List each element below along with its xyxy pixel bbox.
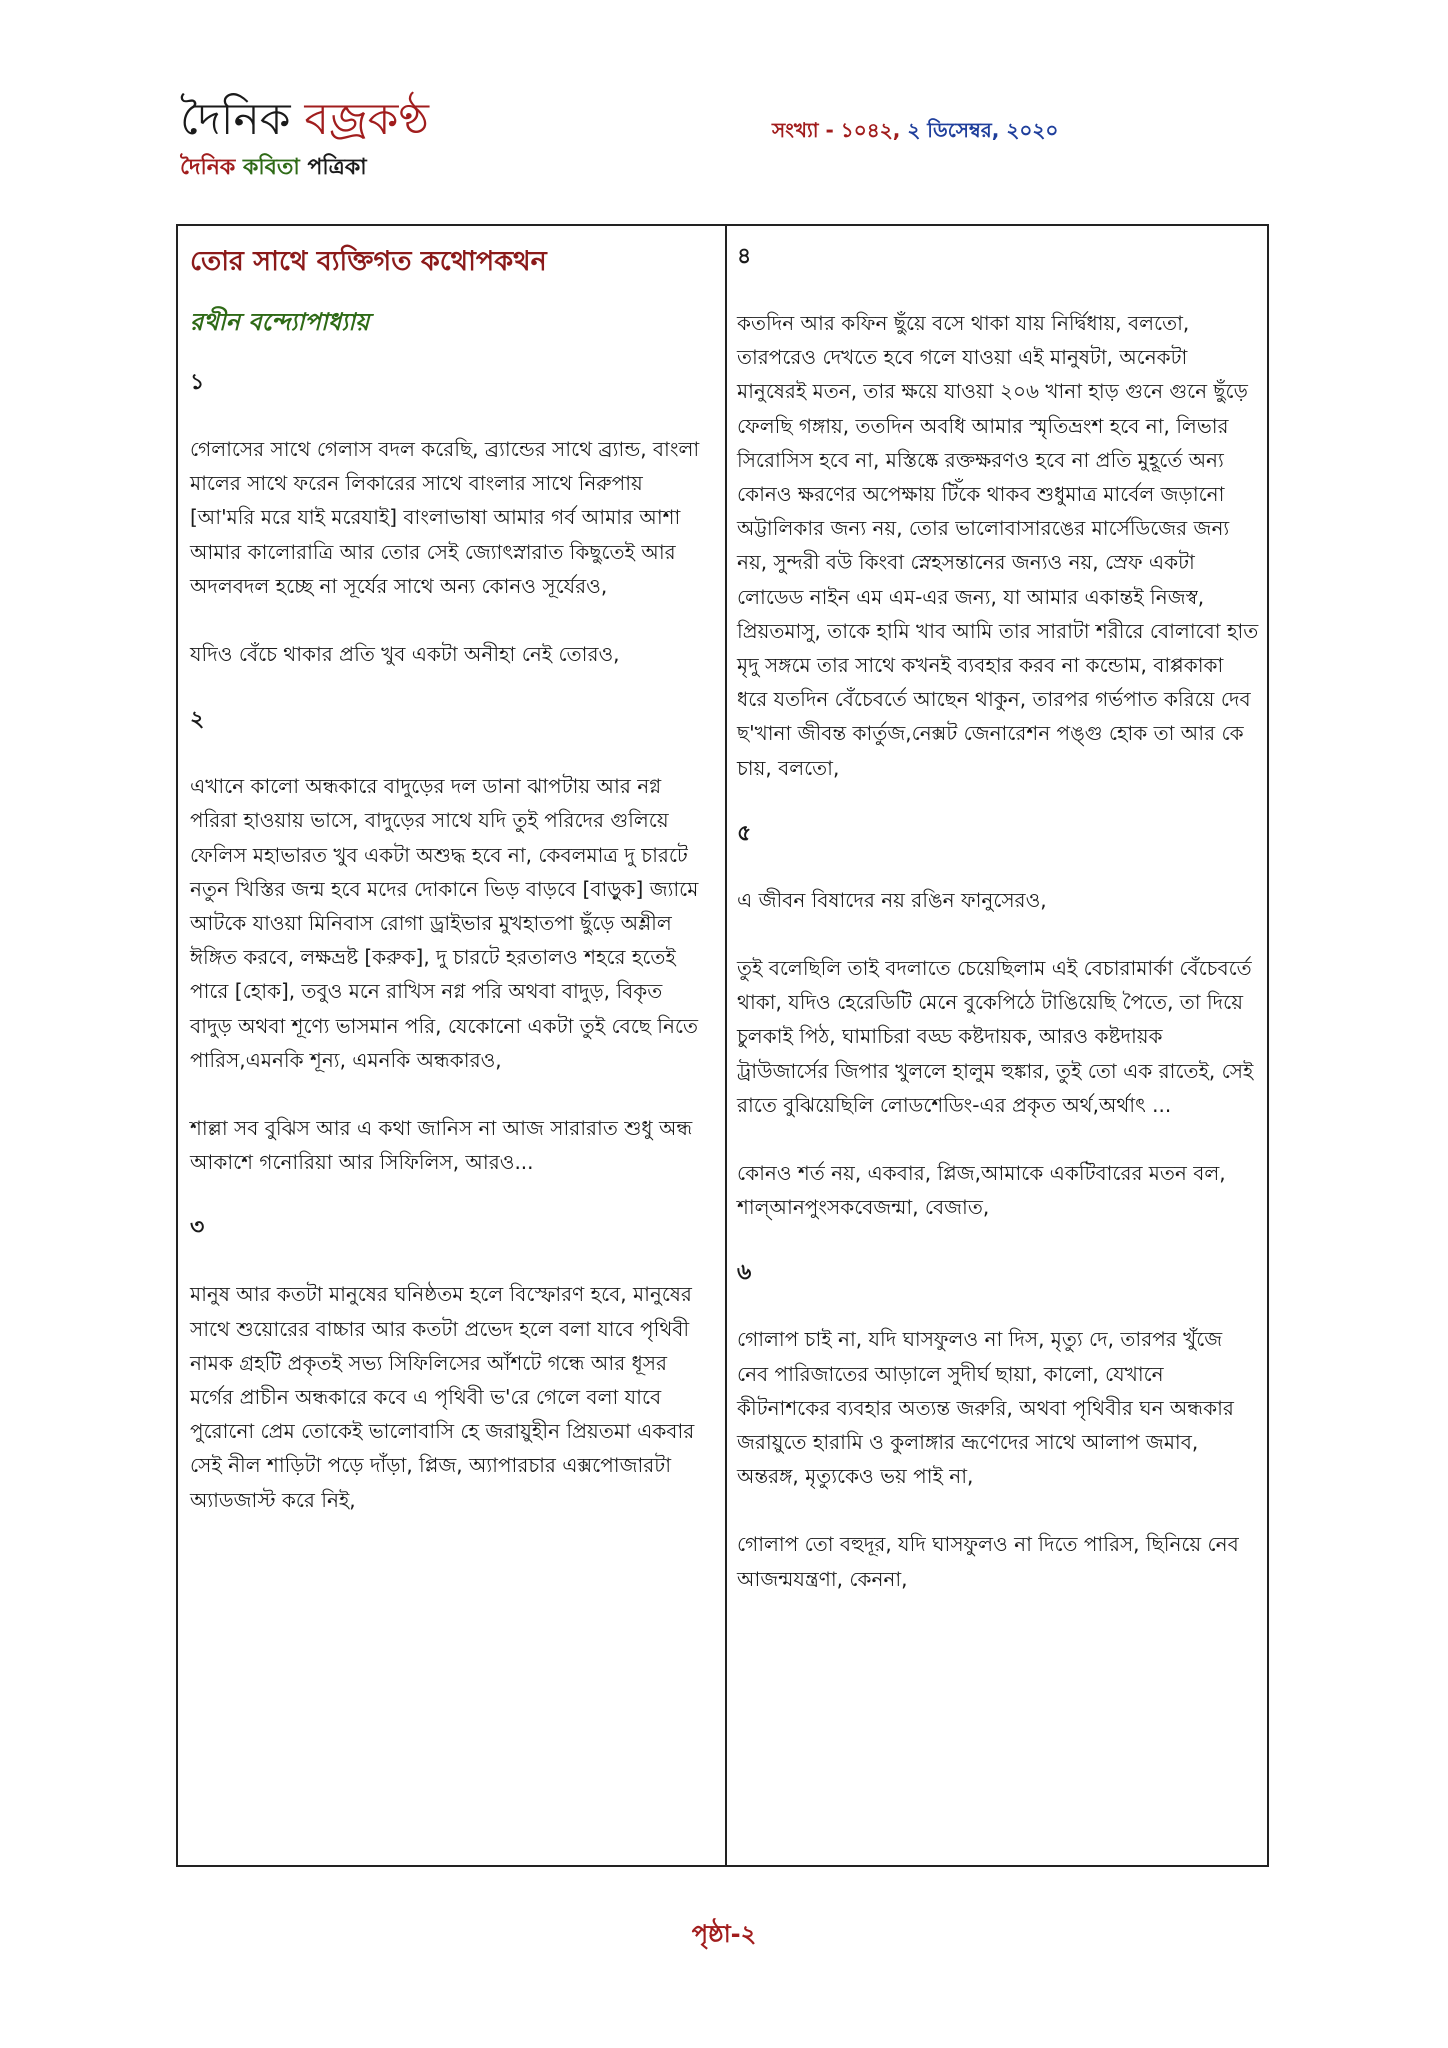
section-3-paragraph-1: মানুষ আর কতটা মানুষের ঘনিষ্ঠতম হলে বিস্ফোরণ হবে, মানুষের সাথে শুয়োরের বাচ্চার আর কতটা প্রভেদ হলে বলা যাবে পৃথিবী নামক গ্রহটি প্রকৃতই সভ্য সিফিলিসের আঁশটে গন্ধে আর ধূসর মর্গের প্রাচীন অন্ধকারে কবে এ পৃথিবী ভ'রে গেলে বলা যাবে পুরোনো প্রেম তোকেই ভালোবাসি হে জরায়ুহীন প্রিয়তমা একবার সেই নীল শাড়িটা পড়ে দাঁড়া, প্লিজ, অ্যাপারচার এক্সপোজারটা অ্যাডজাস্ট করে নিই,	[190, 1282, 695, 1512]
poem-frame	[176, 224, 1269, 1867]
issue-number: সংখ্যা - ১০৪২,	[772, 118, 901, 142]
tagline	[180, 150, 429, 187]
section-number-5: ৫	[737, 820, 752, 846]
tagline-part-3: পত্রিকা	[307, 155, 367, 180]
tagline-part-2: কবিতা	[242, 155, 300, 180]
newspaper-logo	[180, 92, 429, 148]
section-number-6: ৬	[737, 1260, 752, 1286]
section-2-paragraph-2: শাল্লা সব বুঝিস আর এ কথা জানিস না আজ সারারাত শুধু অন্ধ আকাশে গনোরিয়া আর সিফিলিস, আরও...	[190, 1116, 693, 1175]
masthead	[180, 92, 429, 187]
section-5-paragraph-1: এ জীবন বিষাদের নয় রঙিন ফানুসেরও,	[737, 887, 1047, 912]
section-number-3: ৩	[190, 1215, 205, 1241]
section-2-paragraph-1: এখানে কালো অন্ধকারে বাদুড়ের দল ডানা ঝাপটায় আর নগ্ন পরিরা হাওয়ায় ভাসে, বাদুড়ের সাথে যদি তুই পরিদের গুলিয়ে ফেলিস মহাভারত খুব একটা অশুদ্ধ হবে না, কেবলমাত্র দু চারটে নতুন খিস্তির জন্ম হবে মদের দোকানে ভিড় বাড়বে [বাড়ুক] জ্যামে আটকে যাওয়া মিনিবাস রোগা ড্রাইভার মুখহাতপা ছুঁড়ে অশ্লীল ঈঙ্গিত করবে, লক্ষভ্রষ্ট [করুক], দু চারটে হরতালও শহরে হতেই পারে [হোক], তবুও মনে রাখিস নগ্ন পরি অথবা বাদুড়, বিকৃত বাদুড় অথবা শূণ্যে ভাসমান পরি, যেকোনো একটা তুই বেছে নিতে পারিস,এমনকি শূন্য, এমনকি অন্ধকারও,	[190, 774, 699, 1072]
logo-word-bajrakantha: বজ্রকণ্ঠ	[304, 94, 429, 145]
issue-date: ২ ডিসেম্বর, ২০২০	[907, 118, 1059, 142]
section-1-paragraph-1: গেলাসের সাথে গেলাস বদল করেছি, ব্র্যান্ডের সাথে ব্র্যান্ড, বাংলা মালের সাথে ফরেন লিকারের সাথে বাংলার সাথে নিরুপায় [আ'মরি মরে যাই মরেযাই] বাংলাভাষা আমার গর্ব আমার আশা আমার কালোরাত্রি আর তোর সেই জ্যোৎস্নারাত কিছুতেই আর অদলবদল হচ্ছে না সূর্যের সাথে অন্য কোনও সূর্যেরও,	[190, 437, 700, 598]
right-column	[737, 226, 1259, 1630]
tagline-part-1: দৈনিক	[180, 155, 236, 180]
section-5-paragraph-2: তুই বলেছিলি তাই বদলাতে চেয়েছিলাম এই বেচারামার্কা বেঁচেবর্তে থাকা, যদিও হেরেডিটি মেনে বুকেপিঠে টাঙিয়েছি পৈতে, তা দিয়ে চুলকাই পিঠ, ঘামাচিরা বড্ড কষ্টদায়ক, আরও কষ্টদায়ক ট্রাউজার্সের জিপার খুললে হালুম হুঙ্কার, তুই তো এক রাতেই, সেই রাতে বুঝিয়েছিলি লোডশেডিং-এর প্রকৃত অর্থ,অর্থাৎ ...	[737, 956, 1254, 1117]
section-6-paragraph-1: গোলাপ চাই না, যদি ঘাসফুলও না দিস, মৃত্যু দে, তারপর খুঁজে নেব পারিজাতের আড়ালে সুদীর্ঘ ছায়া, কালো, যেখানে কীটনাশকের ব্যবহার অত্যন্ত জরুরি, অথবা পৃথিবীর ঘন অন্ধকার জরায়ুতে হারামি ও কুলাঙ্গার ভ্রূণেদের সাথে আলাপ জমাব, অন্তরঙ্গ, মৃত্যুকেও ভয় পাই না,	[737, 1327, 1234, 1489]
column-divider	[725, 226, 727, 1865]
section-1-paragraph-2: যদিও বেঁচে থাকার প্রতি খুব একটা অনীহা নেই তোরও,	[190, 642, 620, 667]
section-number-2: ২	[190, 707, 205, 733]
section-number-4: ৪	[737, 244, 752, 269]
section-6-paragraph-2: গোলাপ তো বহুদূর, যদি ঘাসফুলও না দিতে পারিস, ছিনিয়ে নেব আজন্মযন্ত্রণা, কেননা,	[737, 1532, 1239, 1591]
poet-name: রথীন বন্দ্যোপাধ্যায়	[190, 308, 370, 336]
left-column	[190, 226, 710, 1551]
section-5-paragraph-3: কোনও শর্ত নয়, একবার, প্লিজ,আমাকে একটিবারের মতন বল, শাল্আনপুংসকবেজন্মা, বেজাত,	[737, 1161, 1226, 1220]
issue-info	[772, 116, 1058, 149]
section-4-paragraph-1: কতদিন আর কফিন ছুঁয়ে বসে থাকা যায় নির্দ্বিধায়, বলতো, তারপরেও দেখতে হবে গলে যাওয়া এই মানুষটা, অনেকটা মানুষেরই মতন, তার ক্ষয়ে যাওয়া ২০৬ খানা হাড় গুনে গুনে ছুঁড়ে ফেলছি গঙ্গায়, ততদিন অবধি আমার স্মৃতিভ্রংশ হবে না, লিভার সিরোসিস হবে না, মস্তিষ্কে রক্তক্ষরণও হবে না প্রতি মুহূর্তে অন্য কোনও ক্ষরণের অপেক্ষায় টিঁকে থাকব শুধুমাত্র মার্বেল জড়ানো অট্টালিকার জন্য নয়, তোর ভালোবাসারঙের মার্সেডিজের জন্য নয়, সুন্দরী বউ কিংবা স্নেহসন্তানের জন্যও নয়, স্রেফ একটা লোডেড নাইন এম এম-এর জন্য, যা আমার একান্তই নিজস্ব, প্রিয়তমাসু, তাকে হামি খাব আমি তার সারাটা শরীরে বোলাবো হাত মৃদু সঙ্গমে তার সাথে কখনই ব্যবহার করব না কন্ডোম, বাপ্পকাকা ধরে যতদিন বেঁচেবর্তে আছেন থাকুন, তারপর গর্ভপাত করিয়ে দেব ছ'খানা জীবন্ত কার্তুজ,নেক্সট জেনারেশন পঙ্গু হোক তা আর কে চায়, বলতো,	[737, 311, 1259, 780]
page-number: পৃষ্ঠা-২	[691, 1920, 757, 1948]
logo-word-dainik: দৈনিক	[180, 94, 291, 145]
section-number-1: ১	[190, 370, 205, 395]
poem-title: তোর সাথে ব্যক্তিগত কথোপকথন	[190, 246, 547, 277]
